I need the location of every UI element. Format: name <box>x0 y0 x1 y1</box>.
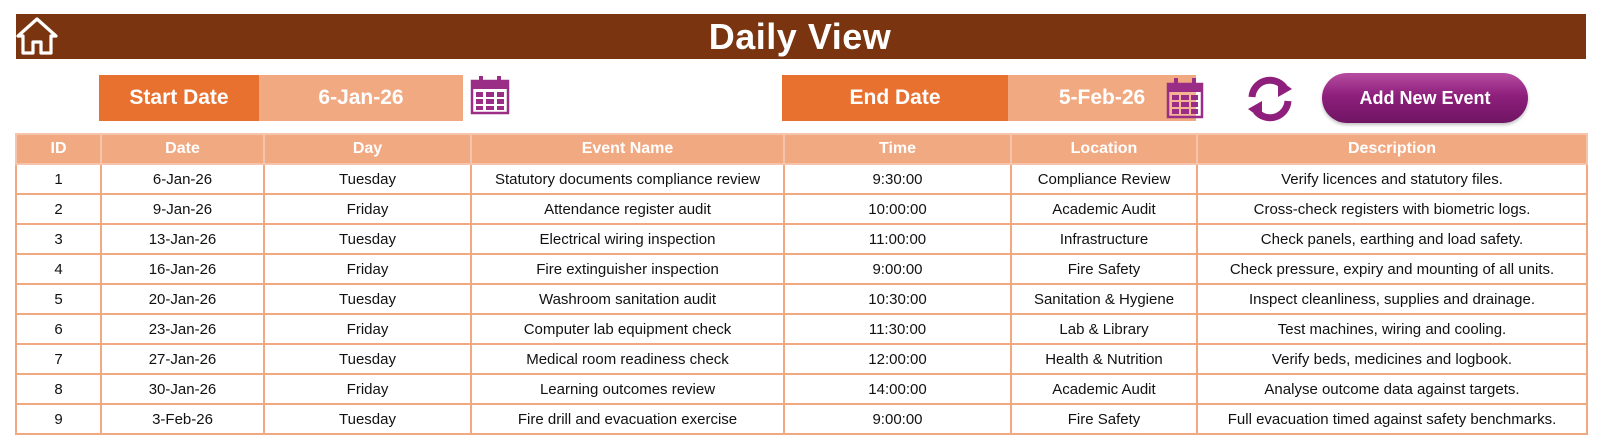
table-cell: 11:30:00 <box>784 314 1011 344</box>
table-cell: Friday <box>264 314 471 344</box>
table-header-row <box>16 134 1587 164</box>
table-cell: 12:00:00 <box>784 344 1011 374</box>
table-row[interactable] <box>16 224 1587 254</box>
table-cell: Medical room readiness check <box>471 344 784 374</box>
table-cell: Computer lab equipment check <box>471 314 784 344</box>
table-row[interactable] <box>16 344 1587 374</box>
table-cell: 9:00:00 <box>784 254 1011 284</box>
table-body <box>16 164 1587 434</box>
table-row[interactable] <box>16 284 1587 314</box>
end-date-label: End Date <box>782 75 1008 121</box>
table-cell: 14:00:00 <box>784 374 1011 404</box>
table-cell: Lab & Library <box>1011 314 1197 344</box>
table-row[interactable] <box>16 254 1587 284</box>
table-cell: Statutory documents compliance review <box>471 164 784 194</box>
column-header: Event Name <box>471 134 784 164</box>
table-cell: Fire extinguisher inspection <box>471 254 784 284</box>
table-cell: 9-Jan-26 <box>101 194 264 224</box>
table-cell: Learning outcomes review <box>471 374 784 404</box>
events-table <box>15 133 1588 435</box>
table-cell: Tuesday <box>264 164 471 194</box>
table-cell: Tuesday <box>264 404 471 434</box>
column-header: Day <box>264 134 471 164</box>
table-cell: 6 <box>16 314 101 344</box>
table-cell: 13-Jan-26 <box>101 224 264 254</box>
column-header: Time <box>784 134 1011 164</box>
table-cell: Fire drill and evacuation exercise <box>471 404 784 434</box>
table-cell: Check panels, earthing and load safety. <box>1197 224 1587 254</box>
table-row[interactable] <box>16 164 1587 194</box>
table-cell: Test machines, wiring and cooling. <box>1197 314 1587 344</box>
table-cell: Academic Audit <box>1011 194 1197 224</box>
start-date-label: Start Date <box>99 75 259 121</box>
table-cell: 9:00:00 <box>784 404 1011 434</box>
table-cell: 3-Feb-26 <box>101 404 264 434</box>
table-cell: Fire Safety <box>1011 254 1197 284</box>
table-cell: Inspect cleanliness, supplies and drainage. <box>1197 284 1587 314</box>
table-cell: Friday <box>264 194 471 224</box>
table-row[interactable] <box>16 374 1587 404</box>
table-cell: Friday <box>264 254 471 284</box>
table-cell: Tuesday <box>264 344 471 374</box>
calendar-icon[interactable] <box>1166 77 1204 119</box>
table-cell: 5 <box>16 284 101 314</box>
table-cell: 16-Jan-26 <box>101 254 264 284</box>
table-cell: 27-Jan-26 <box>101 344 264 374</box>
table-cell: Friday <box>264 374 471 404</box>
table-cell: Analyse outcome data against targets. <box>1197 374 1587 404</box>
column-header: ID <box>16 134 101 164</box>
table-cell: 20-Jan-26 <box>101 284 264 314</box>
table-cell: 10:00:00 <box>784 194 1011 224</box>
end-date-field[interactable]: 5-Feb-26 <box>1008 75 1196 121</box>
table-cell: 3 <box>16 224 101 254</box>
table-cell: Check pressure, expiry and mounting of all units. <box>1197 254 1587 284</box>
add-new-event-button[interactable]: Add New Event <box>1322 73 1528 123</box>
table-cell: Sanitation & Hygiene <box>1011 284 1197 314</box>
column-header: Location <box>1011 134 1197 164</box>
table-cell: Electrical wiring inspection <box>471 224 784 254</box>
table-cell: 1 <box>16 164 101 194</box>
column-header: Date <box>101 134 264 164</box>
table-cell: Washroom sanitation audit <box>471 284 784 314</box>
table-cell: 2 <box>16 194 101 224</box>
refresh-icon[interactable] <box>1244 75 1296 123</box>
table-cell: Full evacuation timed against safety benchmarks. <box>1197 404 1587 434</box>
table-cell: Compliance Review <box>1011 164 1197 194</box>
table-cell: 10:30:00 <box>784 284 1011 314</box>
table-cell: 9 <box>16 404 101 434</box>
table-cell: Cross-check registers with biometric logs. <box>1197 194 1587 224</box>
page-title: Daily View <box>708 16 892 57</box>
column-header: Description <box>1197 134 1587 164</box>
table-row[interactable] <box>16 314 1587 344</box>
table-cell: 6-Jan-26 <box>101 164 264 194</box>
table-cell: 9:30:00 <box>784 164 1011 194</box>
table-cell: 30-Jan-26 <box>101 374 264 404</box>
table-cell: Verify licences and statutory files. <box>1197 164 1587 194</box>
table-cell: Attendance register audit <box>471 194 784 224</box>
table-cell: Academic Audit <box>1011 374 1197 404</box>
table-row[interactable] <box>16 194 1587 224</box>
table-cell: Fire Safety <box>1011 404 1197 434</box>
table-cell: Health & Nutrition <box>1011 344 1197 374</box>
table-cell: 8 <box>16 374 101 404</box>
table-cell: 23-Jan-26 <box>101 314 264 344</box>
table-cell: 7 <box>16 344 101 374</box>
table-cell: 11:00:00 <box>784 224 1011 254</box>
start-date-field[interactable]: 6-Jan-26 <box>259 75 463 121</box>
table-cell: Infrastructure <box>1011 224 1197 254</box>
table-row[interactable] <box>16 404 1587 434</box>
table-cell: Verify beds, medicines and logbook. <box>1197 344 1587 374</box>
table-cell: Tuesday <box>264 224 471 254</box>
calendar-icon[interactable] <box>470 75 510 115</box>
table-cell: 4 <box>16 254 101 284</box>
table-cell: Tuesday <box>264 284 471 314</box>
